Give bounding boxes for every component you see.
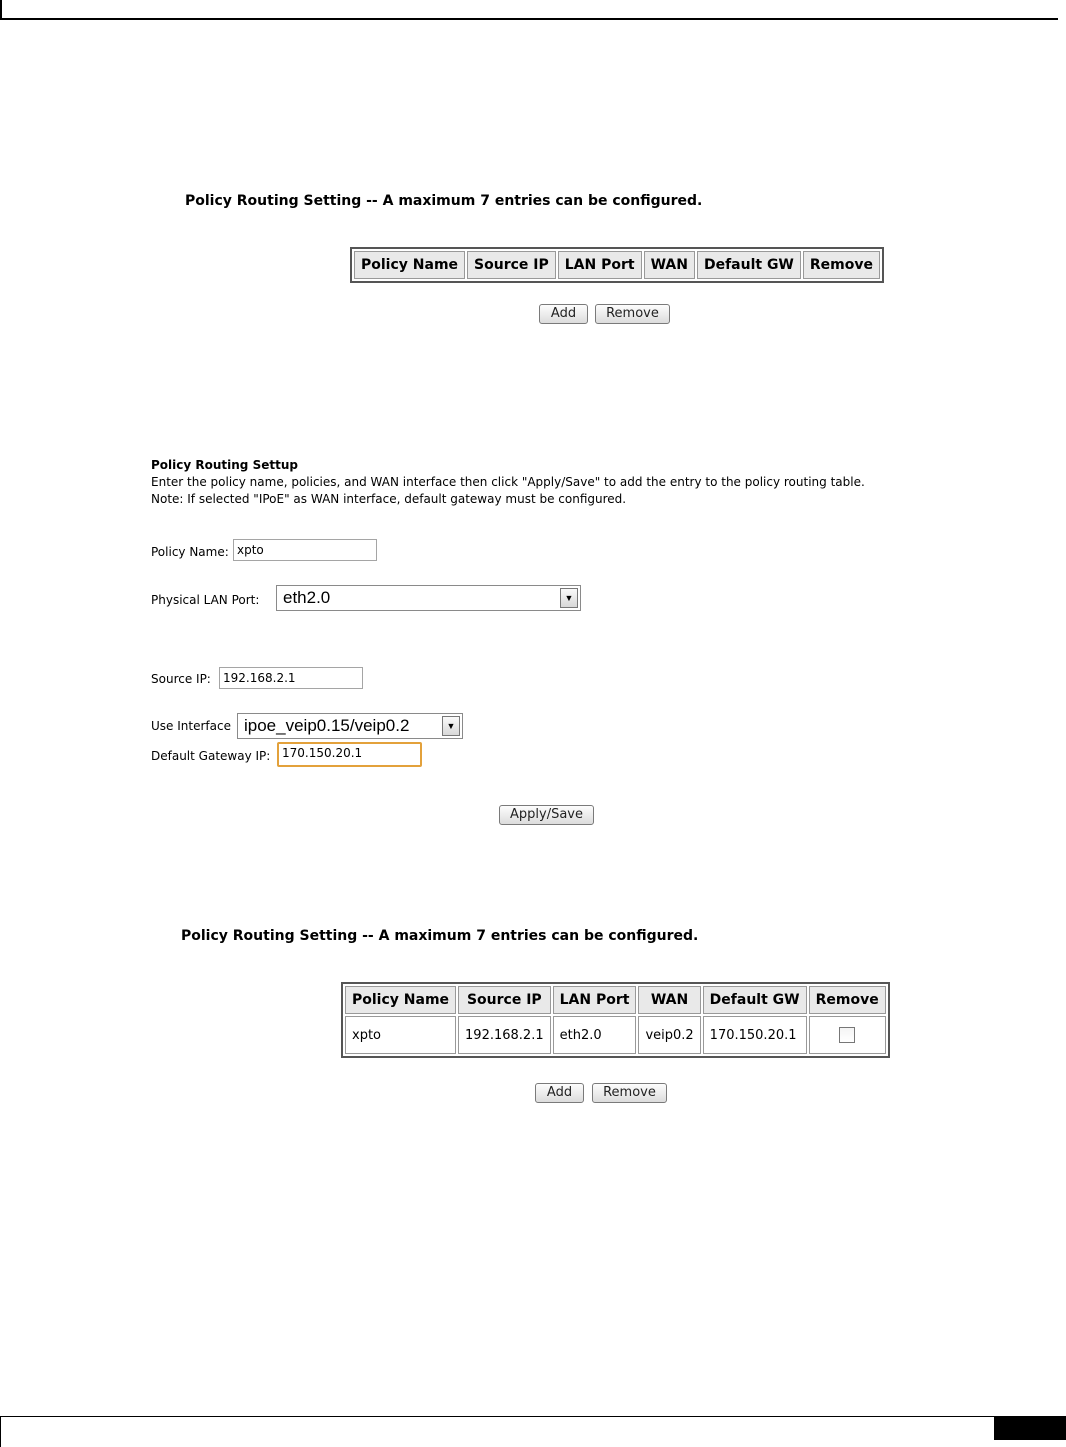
remove-button[interactable]: Remove bbox=[595, 304, 670, 324]
use-interface-label: Use Interface bbox=[151, 719, 231, 733]
policy-routing-setting-title-2: Policy Routing Setting -- A maximum 7 entries can be configured. bbox=[181, 928, 699, 944]
page-footer-frame bbox=[0, 1416, 1065, 1447]
apply-save-button[interactable]: Apply/Save bbox=[499, 805, 594, 825]
cell-default-gw: 170.150.20.1 bbox=[703, 1016, 807, 1054]
page-header-rule bbox=[0, 18, 1058, 20]
col-source-ip: Source IP bbox=[458, 986, 551, 1014]
physical-lan-port-value: eth2.0 bbox=[283, 588, 331, 607]
col-policy-name: Policy Name bbox=[345, 986, 456, 1014]
col-lan-port: LAN Port bbox=[553, 986, 637, 1014]
col-remove: Remove bbox=[809, 986, 886, 1014]
col-default-gw: Default GW bbox=[703, 986, 807, 1014]
page-border-left bbox=[0, 0, 2, 19]
use-interface-value: ipoe_veip0.15/veip0.2 bbox=[244, 716, 410, 735]
source-ip-input[interactable]: 192.168.2.1 bbox=[219, 667, 363, 689]
add-button[interactable]: Add bbox=[539, 304, 588, 324]
policy-name-input[interactable]: xpto bbox=[233, 539, 377, 561]
page-number-tab bbox=[994, 1416, 1066, 1440]
physical-lan-port-label: Physical LAN Port: bbox=[151, 593, 260, 607]
use-interface-select[interactable] bbox=[237, 713, 463, 739]
setup-note: Note: If selected "IPoE" as WAN interface, default gateway must be configured. bbox=[151, 492, 627, 506]
physical-lan-port-select[interactable] bbox=[276, 585, 581, 611]
policy-name-label: Policy Name: bbox=[151, 545, 229, 559]
policy-routing-table bbox=[341, 982, 890, 1058]
remove-button[interactable]: Remove bbox=[592, 1083, 667, 1103]
col-lan-port: LAN Port bbox=[558, 251, 642, 279]
col-source-ip: Source IP bbox=[467, 251, 556, 279]
default-gateway-label: Default Gateway IP: bbox=[151, 749, 271, 763]
add-button[interactable]: Add bbox=[535, 1083, 584, 1103]
cell-policy-name: xpto bbox=[345, 1016, 456, 1054]
setup-description: Enter the policy name, policies, and WAN interface then click "Apply/Save" to add the entry to the policy routing table. bbox=[151, 475, 865, 489]
chevron-down-icon[interactable]: ▼ bbox=[442, 716, 460, 736]
policy-routing-setting-title: Policy Routing Setting -- A maximum 7 entries can be configured. bbox=[185, 193, 703, 209]
remove-checkbox[interactable] bbox=[839, 1027, 855, 1043]
col-remove: Remove bbox=[803, 251, 880, 279]
chevron-down-icon[interactable]: ▼ bbox=[560, 588, 578, 608]
policy-routing-setup-title: Policy Routing Settup bbox=[151, 458, 298, 472]
table-row bbox=[345, 1016, 886, 1054]
policy-routing-table-empty bbox=[350, 247, 884, 283]
cell-source-ip: 192.168.2.1 bbox=[458, 1016, 551, 1054]
col-default-gw: Default GW bbox=[697, 251, 801, 279]
col-wan: WAN bbox=[638, 986, 700, 1014]
default-gateway-input[interactable]: 170.150.20.1 bbox=[277, 742, 422, 767]
source-ip-label: Source IP: bbox=[151, 672, 211, 686]
col-policy-name: Policy Name bbox=[354, 251, 465, 279]
cell-lan-port: eth2.0 bbox=[553, 1016, 637, 1054]
cell-wan: veip0.2 bbox=[638, 1016, 700, 1054]
col-wan: WAN bbox=[644, 251, 695, 279]
cell-remove bbox=[809, 1016, 886, 1054]
